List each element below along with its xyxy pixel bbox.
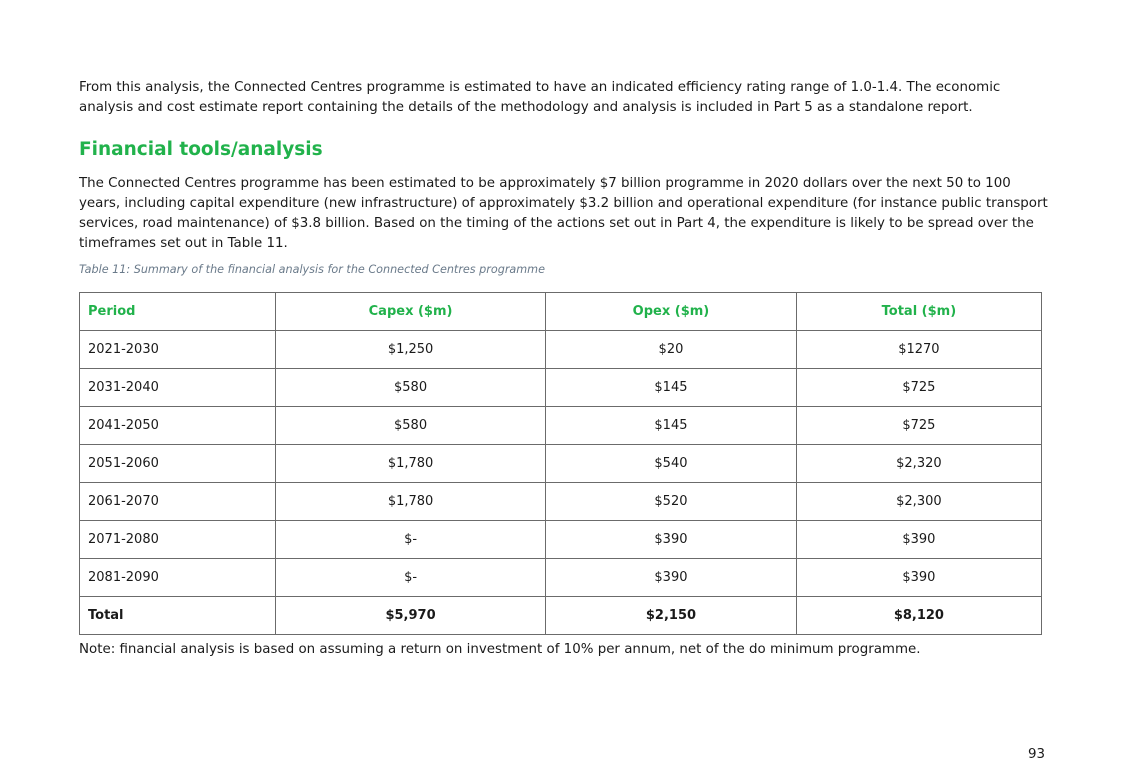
table-row xyxy=(80,521,1042,559)
table-total-row xyxy=(80,597,1042,635)
cell-total: $725 xyxy=(796,407,1041,445)
table-row xyxy=(80,407,1042,445)
financial-table xyxy=(79,292,1042,635)
cell-opex: $145 xyxy=(546,407,797,445)
header-capex: Capex ($m) xyxy=(276,293,546,331)
cell-total: $725 xyxy=(796,369,1041,407)
cell-opex: $145 xyxy=(546,369,797,407)
cell-total: $1270 xyxy=(796,331,1041,369)
cell-total: $8,120 xyxy=(796,597,1041,635)
cell-total: $2,300 xyxy=(796,483,1041,521)
cell-opex: $540 xyxy=(546,445,797,483)
cell-period: Total xyxy=(80,597,276,635)
cell-opex: $2,150 xyxy=(546,597,797,635)
cell-capex: $- xyxy=(276,521,546,559)
intro-paragraph: From this analysis, the Connected Centres programme is estimated to have an indicated efficiency rating range of 1.0-1.4. The economic analysis and cost estimate report containing the details of the methodology and analysis is included in Part 5 as a standalone report. xyxy=(79,80,1001,115)
cell-capex: $580 xyxy=(276,369,546,407)
cell-opex: $20 xyxy=(546,331,797,369)
table-row xyxy=(80,483,1042,521)
body-paragraph: The Connected Centres programme has been estimated to be approximately $7 billion programme in 2020 dollars over the next 50 to 100 years, including capital expenditure (new infrastructure) of approximately $3.2 billion and operational expenditure (for instance public transport services, road maintenance) of $3.8 billion. Based on the timing of the actions set out in Part 4, the expenditure is likely to be spread over the timeframes set out in Table 11. xyxy=(79,176,1048,251)
cell-period: 2051-2060 xyxy=(80,445,276,483)
cell-period: 2081-2090 xyxy=(80,559,276,597)
cell-capex: $1,780 xyxy=(276,483,546,521)
cell-period: 2071-2080 xyxy=(80,521,276,559)
table-row xyxy=(80,331,1042,369)
cell-capex: $5,970 xyxy=(276,597,546,635)
cell-total: $2,320 xyxy=(796,445,1041,483)
cell-capex: $580 xyxy=(276,407,546,445)
cell-total: $390 xyxy=(796,559,1041,597)
cell-opex: $390 xyxy=(546,521,797,559)
cell-opex: $390 xyxy=(546,559,797,597)
cell-period: 2021-2030 xyxy=(80,331,276,369)
table-row xyxy=(80,559,1042,597)
cell-period: 2041-2050 xyxy=(80,407,276,445)
table-caption: Table 11: Summary of the financial analysis for the Connected Centres programme xyxy=(79,263,545,276)
header-period: Period xyxy=(80,293,276,331)
page-number: 93 xyxy=(1028,747,1046,762)
cell-opex: $520 xyxy=(546,483,797,521)
table-note: Note: financial analysis is based on assuming a return on investment of 10% per annum, net of the do minimum programme. xyxy=(79,642,921,657)
table-header-row xyxy=(80,293,1042,331)
cell-capex: $1,780 xyxy=(276,445,546,483)
header-opex: Opex ($m) xyxy=(546,293,797,331)
cell-capex: $1,250 xyxy=(276,331,546,369)
cell-period: 2031-2040 xyxy=(80,369,276,407)
cell-total: $390 xyxy=(796,521,1041,559)
table-row xyxy=(80,445,1042,483)
table-row xyxy=(80,369,1042,407)
section-heading: Financial tools/analysis xyxy=(79,139,323,160)
cell-capex: $- xyxy=(276,559,546,597)
cell-period: 2061-2070 xyxy=(80,483,276,521)
header-total: Total ($m) xyxy=(796,293,1041,331)
